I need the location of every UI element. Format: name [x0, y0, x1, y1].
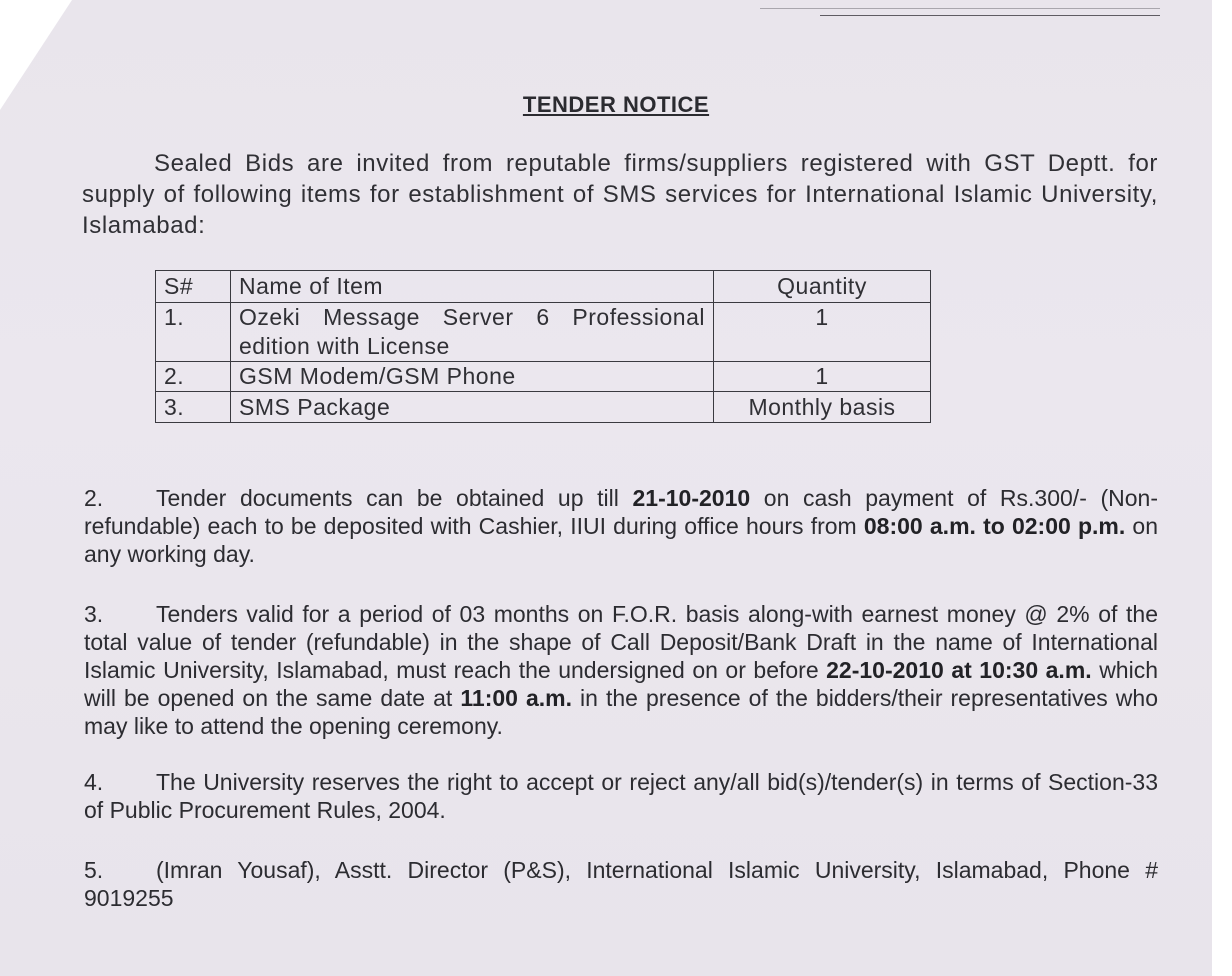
top-rule-faint	[760, 8, 1160, 9]
intro-text: Sealed Bids are invited from reputable firms/suppliers registered with GST Deptt. for supply of following items for establishment of SMS services for International Islamic University, Islamabad:	[82, 150, 1158, 239]
table-row	[156, 392, 931, 423]
paragraph-bold: 11:00 a.m.	[460, 685, 572, 711]
paragraph-number: 2.	[84, 485, 104, 511]
paragraph-5	[84, 856, 1158, 912]
paragraph-number: 4.	[84, 769, 104, 795]
paragraph-number: 3.	[84, 601, 104, 627]
cell-quantity: 1	[714, 303, 931, 362]
cell-quantity: 1	[714, 362, 931, 392]
paragraph-2	[84, 484, 1158, 568]
table-row	[156, 303, 931, 362]
paragraph-4	[84, 768, 1158, 824]
paragraph-text: (Imran Yousaf), Asstt. Director (P&S), International Islamic University, Islamabad, Phone # 9019255	[84, 857, 1158, 911]
cell-item: Ozeki Message Server 6 Professional edition with License	[231, 303, 714, 362]
paragraph-bold: 21-10-2010	[632, 485, 751, 511]
cell-quantity: Monthly basis	[714, 392, 931, 423]
paragraph-text: Tender documents can be obtained up till	[156, 485, 633, 511]
paragraph-text: on cash payment of Rs.300/- (Non-refundable) each to be deposited with Cashier, IIUI during office hours from	[84, 485, 1158, 539]
header-item: Name of Item	[231, 271, 714, 303]
items-table	[155, 270, 931, 423]
page-title: TENDER NOTICE	[522, 92, 710, 117]
paragraph-text: The University reserves the right to accept or reject any/all bid(s)/tender(s) in terms of Section-33 of Public Procurement Rules, 2004.	[84, 769, 1158, 823]
cell-sn: 3.	[156, 392, 231, 423]
intro-paragraph	[82, 148, 1158, 241]
table-header-row	[156, 271, 931, 303]
top-rule	[820, 15, 1160, 16]
cell-item: SMS Package	[231, 392, 714, 423]
paragraph-text: Tenders valid for a period of 03 months on F.O.R. basis along-with earnest money @ 2% of the total value of tender (refundable) in the shape of Call Deposit/Bank Draft in the name of International Islamic University, Islamabad, must reach the undersigned on or before	[84, 601, 1158, 683]
paragraph-text: in the presence of the bidders/their representatives who may like to attend the opening ceremony.	[84, 685, 1159, 739]
header-quantity: Quantity	[714, 271, 931, 303]
cell-sn: 2.	[156, 362, 231, 392]
paragraph-text: which will be opened on the same date at	[84, 657, 1158, 711]
paragraph-bold: 22-10-2010 at 10:30 a.m.	[826, 657, 1092, 683]
paragraph-bold: 08:00 a.m. to 02:00 p.m.	[863, 513, 1126, 539]
header-sn: S#	[156, 271, 231, 303]
paragraph-number: 5.	[84, 857, 104, 883]
cell-item: GSM Modem/GSM Phone	[231, 362, 714, 392]
cell-sn: 1.	[156, 303, 231, 362]
paragraph-3	[84, 600, 1158, 740]
paragraph-text: on any working day.	[84, 513, 1158, 567]
table-row	[156, 362, 931, 392]
